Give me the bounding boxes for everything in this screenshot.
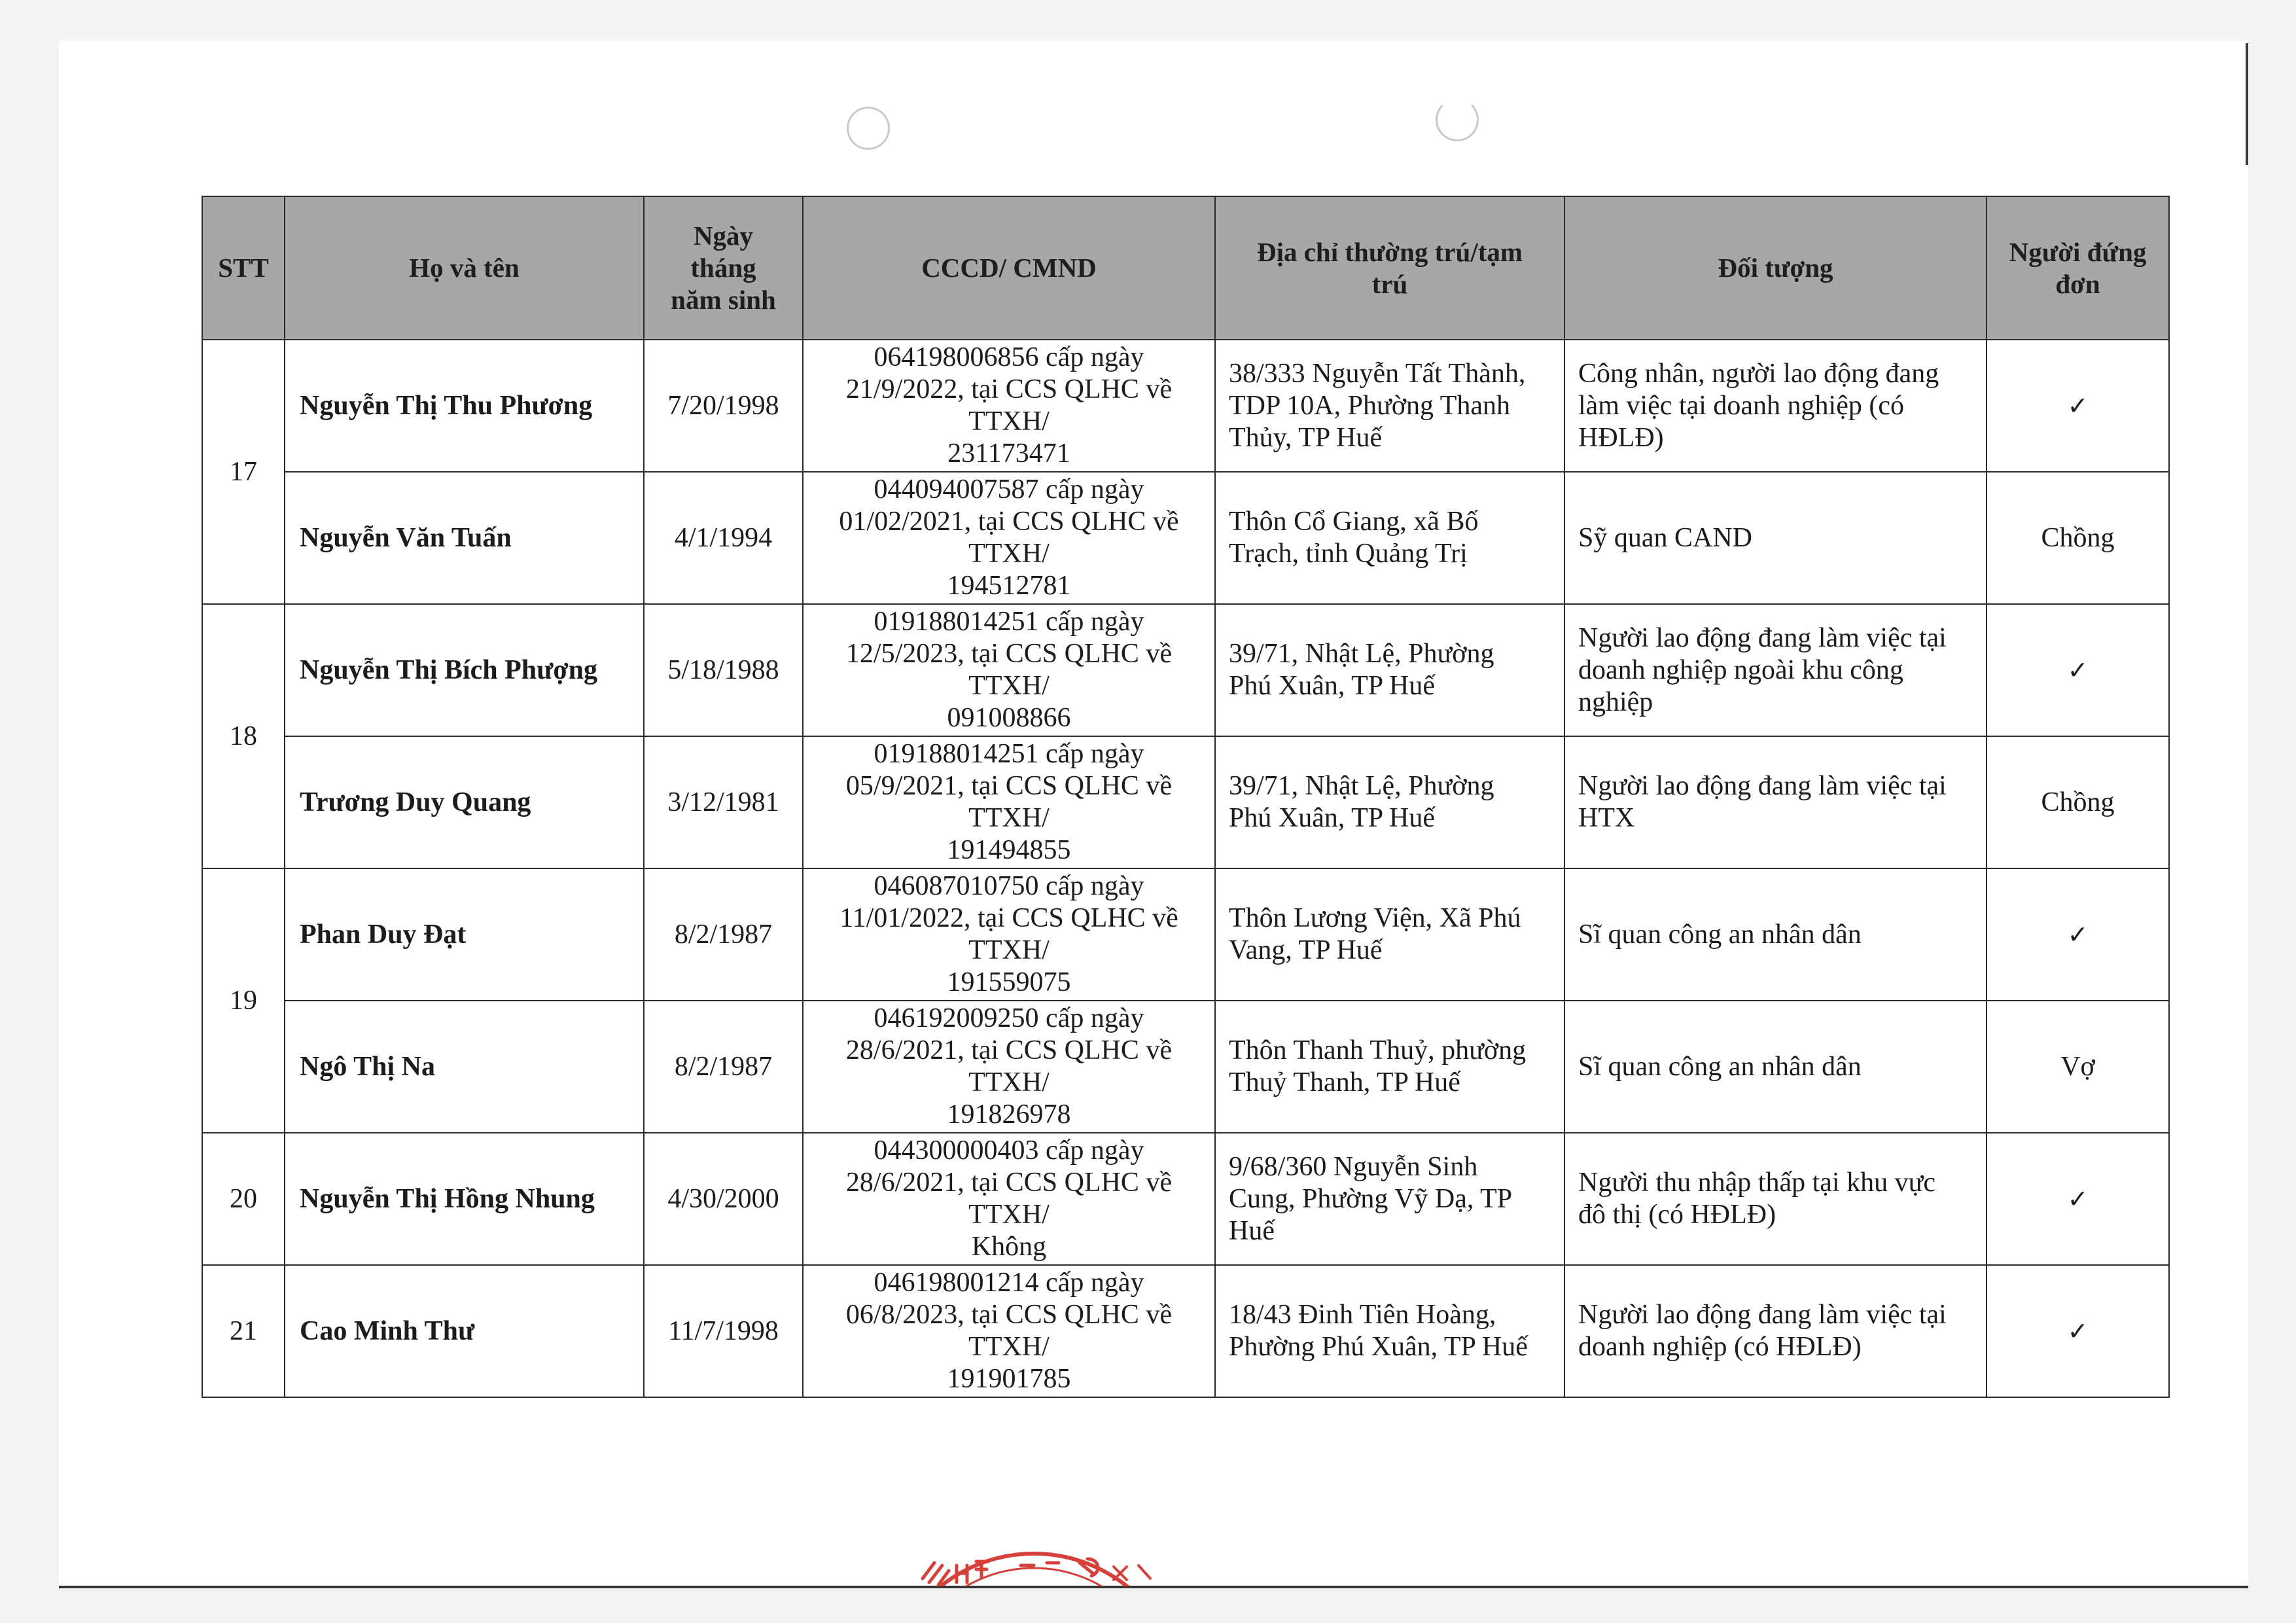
cell-dob: 7/20/1998 xyxy=(644,340,803,472)
table-row xyxy=(202,1001,2169,1133)
cell-applicant: ✓ xyxy=(1987,604,2169,736)
cell-address: 18/43 Đinh Tiên Hoàng, Phường Phú Xuân, TP Huế xyxy=(1215,1265,1564,1397)
cell-address: 39/71, Nhật Lệ, Phường Phú Xuân, TP Huế xyxy=(1215,736,1564,868)
cell-id: 046192009250 cấp ngày 28/6/2021, tại CCS QLHC về TTXH/ 191826978 xyxy=(803,1001,1215,1133)
cell-stt: 17 xyxy=(202,340,285,604)
cell-address: 38/333 Nguyễn Tất Thành, TDP 10A, Phường Thanh Thủy, TP Huế xyxy=(1215,340,1564,472)
cell-name: Phan Duy Đạt xyxy=(285,868,644,1001)
header-stt: STT xyxy=(202,196,285,340)
cell-dob: 11/7/1998 xyxy=(644,1265,803,1397)
cell-category: Sĩ quan công an nhân dân xyxy=(1564,868,1987,1001)
cell-address: 9/68/360 Nguyễn Sinh Cung, Phường Vỹ Dạ, TP Huế xyxy=(1215,1133,1564,1265)
cell-id: 019188014251 cấp ngày 12/5/2023, tại CCS QLHC về TTXH/ 091008866 xyxy=(803,604,1215,736)
cell-dob: 8/2/1987 xyxy=(644,1001,803,1133)
red-seal-stamp xyxy=(883,1539,1184,1586)
cell-applicant: ✓ xyxy=(1987,1265,2169,1397)
table-row xyxy=(202,472,2169,604)
cell-name: Cao Minh Thư xyxy=(285,1265,644,1397)
cell-id: 044094007587 cấp ngày 01/02/2021, tại CCS QLHC về TTXH/ 194512781 xyxy=(803,472,1215,604)
cell-applicant: Vợ xyxy=(1987,1001,2169,1133)
cell-dob: 5/18/1988 xyxy=(644,604,803,736)
cell-address: Thôn Cổ Giang, xã Bố Trạch, tỉnh Quảng Trị xyxy=(1215,472,1564,604)
cell-stt: 21 xyxy=(202,1265,285,1397)
cell-dob: 4/1/1994 xyxy=(644,472,803,604)
header-address: Địa chỉ thường trú/tạm trú xyxy=(1215,196,1564,340)
cell-dob: 8/2/1987 xyxy=(644,868,803,1001)
cell-stt: 20 xyxy=(202,1133,285,1265)
cell-applicant: ✓ xyxy=(1987,340,2169,472)
scan-edge-line xyxy=(2246,43,2248,165)
cell-id: 046198001214 cấp ngày 06/8/2023, tại CCS QLHC về TTXH/ 191901785 xyxy=(803,1265,1215,1397)
cell-category: Sỹ quan CAND xyxy=(1564,472,1987,604)
header-row xyxy=(202,196,2169,340)
cell-id: 064198006856 cấp ngày 21/9/2022, tại CCS QLHC về TTXH/ 231173471 xyxy=(803,340,1215,472)
cell-category: Người lao động đang làm việc tại HTX xyxy=(1564,736,1987,868)
punch-hole-right xyxy=(1436,98,1479,141)
cell-dob: 4/30/2000 xyxy=(644,1133,803,1265)
header-category: Đối tượng xyxy=(1564,196,1987,340)
table-row xyxy=(202,868,2169,1001)
cell-category: Người thu nhập thấp tại khu vực đô thị (có HĐLĐ) xyxy=(1564,1133,1987,1265)
cell-id: 019188014251 cấp ngày 05/9/2021, tại CCS QLHC về TTXH/ 191494855 xyxy=(803,736,1215,868)
header-id: CCCD/ CMND xyxy=(803,196,1215,340)
cell-name: Nguyễn Thị Bích Phượng xyxy=(285,604,644,736)
cell-applicant: ✓ xyxy=(1987,868,2169,1001)
header-dob: Ngày tháng năm sinh xyxy=(644,196,803,340)
cell-dob: 3/12/1981 xyxy=(644,736,803,868)
cell-category: Người lao động đang làm việc tại doanh nghiệp (có HĐLĐ) xyxy=(1564,1265,1987,1397)
cell-id: 044300000403 cấp ngày 28/6/2021, tại CCS QLHC về TTXH/ Không xyxy=(803,1133,1215,1265)
cell-stt: 19 xyxy=(202,868,285,1133)
table-row xyxy=(202,1265,2169,1397)
cell-address: 39/71, Nhật Lệ, Phường Phú Xuân, TP Huế xyxy=(1215,604,1564,736)
header-name: Họ và tên xyxy=(285,196,644,340)
cell-name: Nguyễn Thị Hồng Nhung xyxy=(285,1133,644,1265)
cell-name: Nguyễn Thị Thu Phương xyxy=(285,340,644,472)
cell-category: Công nhân, người lao động đang làm việc tại doanh nghiệp (có HĐLĐ) xyxy=(1564,340,1987,472)
table-row xyxy=(202,604,2169,736)
cell-applicant: Chồng xyxy=(1987,472,2169,604)
cell-address: Thôn Lương Viện, Xã Phú Vang, TP Huế xyxy=(1215,868,1564,1001)
cell-name: Trương Duy Quang xyxy=(285,736,644,868)
cell-applicant: ✓ xyxy=(1987,1133,2169,1265)
cell-address: Thôn Thanh Thuỷ, phường Thuỷ Thanh, TP Huế xyxy=(1215,1001,1564,1133)
header-applicant: Người đứng đơn xyxy=(1987,196,2169,340)
cell-name: Ngô Thị Na xyxy=(285,1001,644,1133)
cell-category: Sĩ quan công an nhân dân xyxy=(1564,1001,1987,1133)
punch-hole-left xyxy=(847,107,890,150)
table-header xyxy=(202,196,2169,340)
table-row xyxy=(202,736,2169,868)
table-row xyxy=(202,340,2169,472)
cell-applicant: Chồng xyxy=(1987,736,2169,868)
cell-category: Người lao động đang làm việc tại doanh nghiệp ngoài khu công nghiệp xyxy=(1564,604,1987,736)
cell-name: Nguyễn Văn Tuấn xyxy=(285,472,644,604)
beneficiary-table xyxy=(202,196,2170,1398)
table-body xyxy=(202,340,2169,1397)
cell-stt: 18 xyxy=(202,604,285,868)
table-row xyxy=(202,1133,2169,1265)
cell-id: 046087010750 cấp ngày 11/01/2022, tại CCS QLHC về TTXH/ 191559075 xyxy=(803,868,1215,1001)
